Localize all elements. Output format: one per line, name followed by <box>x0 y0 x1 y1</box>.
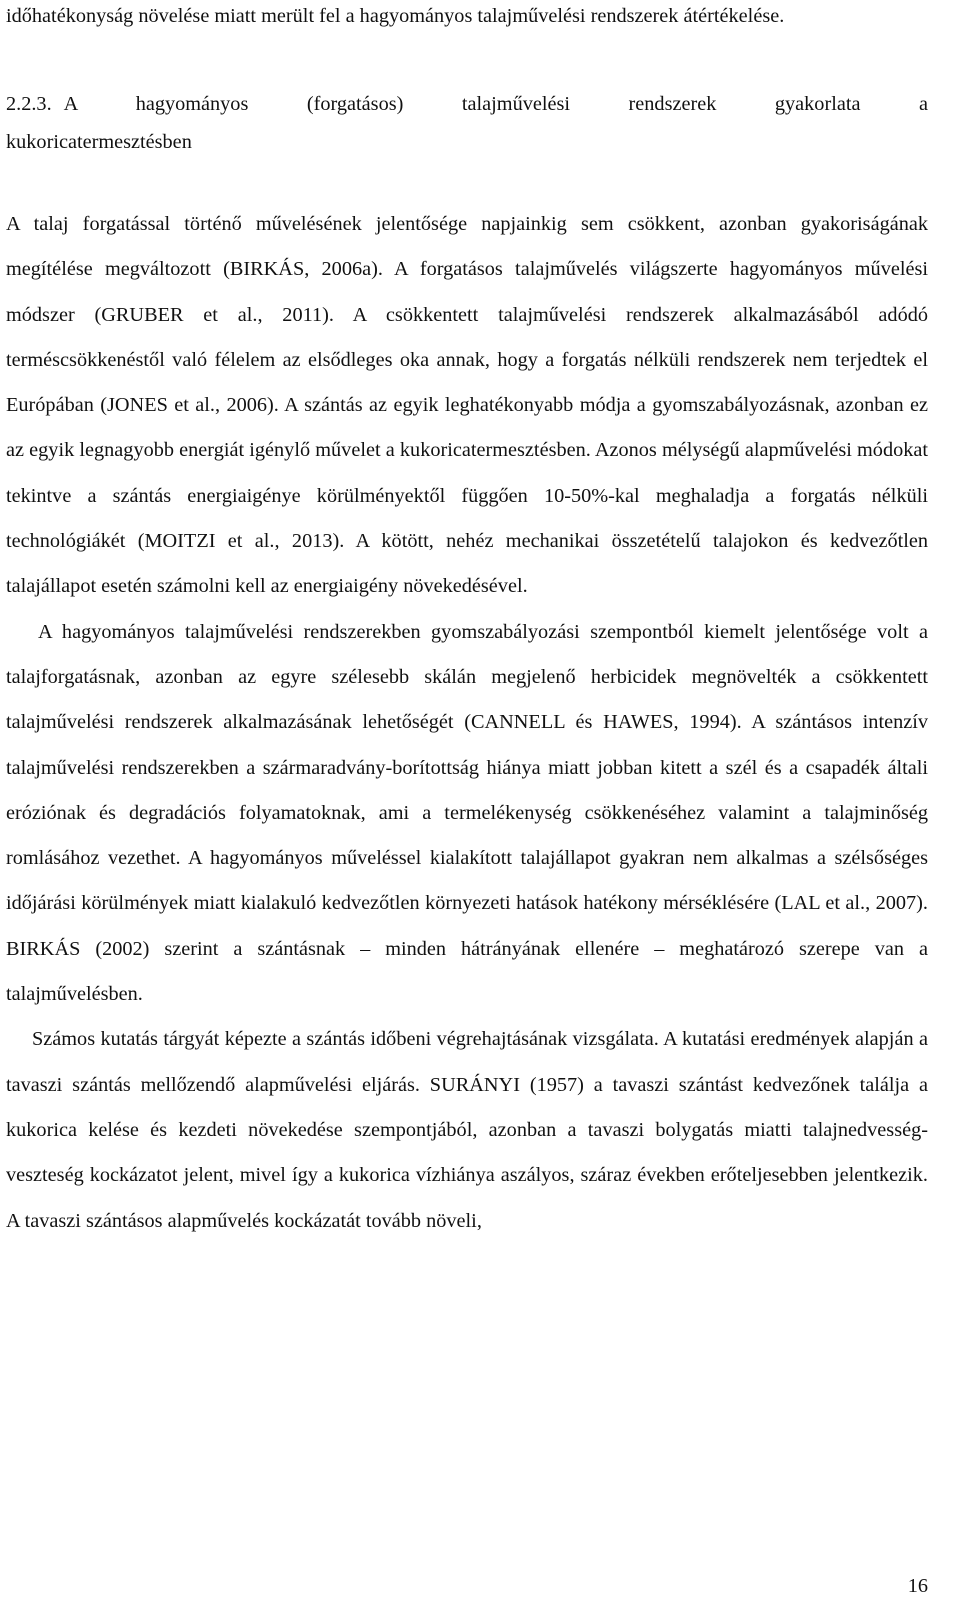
document-page <box>6 0 928 1244</box>
section-heading-line1 <box>6 85 928 123</box>
section-title-line1: A hagyományos (forgatásos) talajművelési rendszerek gyakorlata a <box>63 93 928 115</box>
intro-paragraph: időhatékonyság növelése miatt merült fel a hagyományos talajművelési rendszerek átértékelése. <box>6 5 785 27</box>
page-number: 16 <box>907 1575 928 1597</box>
body-paragraph-2: A hagyományos talajművelési rendszerekben gyomszabályozási szempontból kiemelt jelentősége volt a talajforgatásnak, azonban az egyre szélesebb skálán megjelenő herbicidek megnövelték a csökkentett talajművelési rendszerek alkalmazásának lehetőségét (CANNELL és HAWES, 1994). A szántásos intenzív talajművelési rendszerekben a szármaradvány-borítottság hiánya miatt jobban kitett a szél és a csapadék általi eróziónak és degradációs folyamatoknak, ami a termelékenység csökkenéséhez valamint a talajminőség romlásához vezethet. A hagyományos műveléssel kialakított talajállapot gyakran nem alkalmas a szélsőséges időjárási körülmények miatt kialakuló kedvezőtlen környezeti hatások hatékony mérséklésére (LAL et al., 2007). BIRKÁS (2002) szerint a szántásnak – minden hátrányának ellenére – meghatározó szerepe van a talajművelésben. <box>6 620 928 1006</box>
section-number: 2.2.3. <box>6 93 52 115</box>
section-heading <box>6 85 928 161</box>
body-paragraph-3: Számos kutatás tárgyát képezte a szántás időbeni végrehajtásának vizsgálata. A kutatási eredmények alapján a tavaszi szántás mellőzendő alapművelési eljárás. SURÁNYI (1957) a tavaszi szántást kedvezőnek találja a kukorica kelése és kezdeti növekedése szempontjából, azonban a tavaszi bolygatás miatti talajnedvesség-veszteség kockázatot jelent, mivel így a kukorica vízhiánya aszályos, száraz években erőteljesebben jelentkezik. A tavaszi szántásos alapművelés kockázatát tovább növeli, <box>6 1028 928 1232</box>
section-title-line2: kukoricatermesztésben <box>6 131 192 153</box>
body-paragraph-1: A talaj forgatással történő művelésének jelentősége napjainkig sem csökkent, azonban gyakoriságának megítélése megváltozott (BIRKÁS, 2006a). A forgatásos talajművelés világszerte hagyományos művelési módszer (GRUBER et al., 2011). A csökkentett talajművelési rendszerek alkalmazásából adódó terméscsökkenéstől való félelem az elsődleges oka annak, hogy a forgatás nélküli rendszerek nem terjedtek el Európában (JONES et al., 2006). A szántás az egyik leghatékonyabb módja a gyomszabályozásnak, azonban ez az egyik legnagyobb energiát igénylő művelet a kukoricatermesztésben. Azonos mélységű alapművelési módokat tekintve a szántás energiaigénye körülményektől függően 10-50%-kal meghaladja a forgatás nélküli technológiákét (MOITZI et al., 2013). A kötött, nehéz mechanikai összetételű talajokon és kedvezőtlen talajállapot esetén számolni kell az energiaigény növekedésével. <box>6 213 928 598</box>
